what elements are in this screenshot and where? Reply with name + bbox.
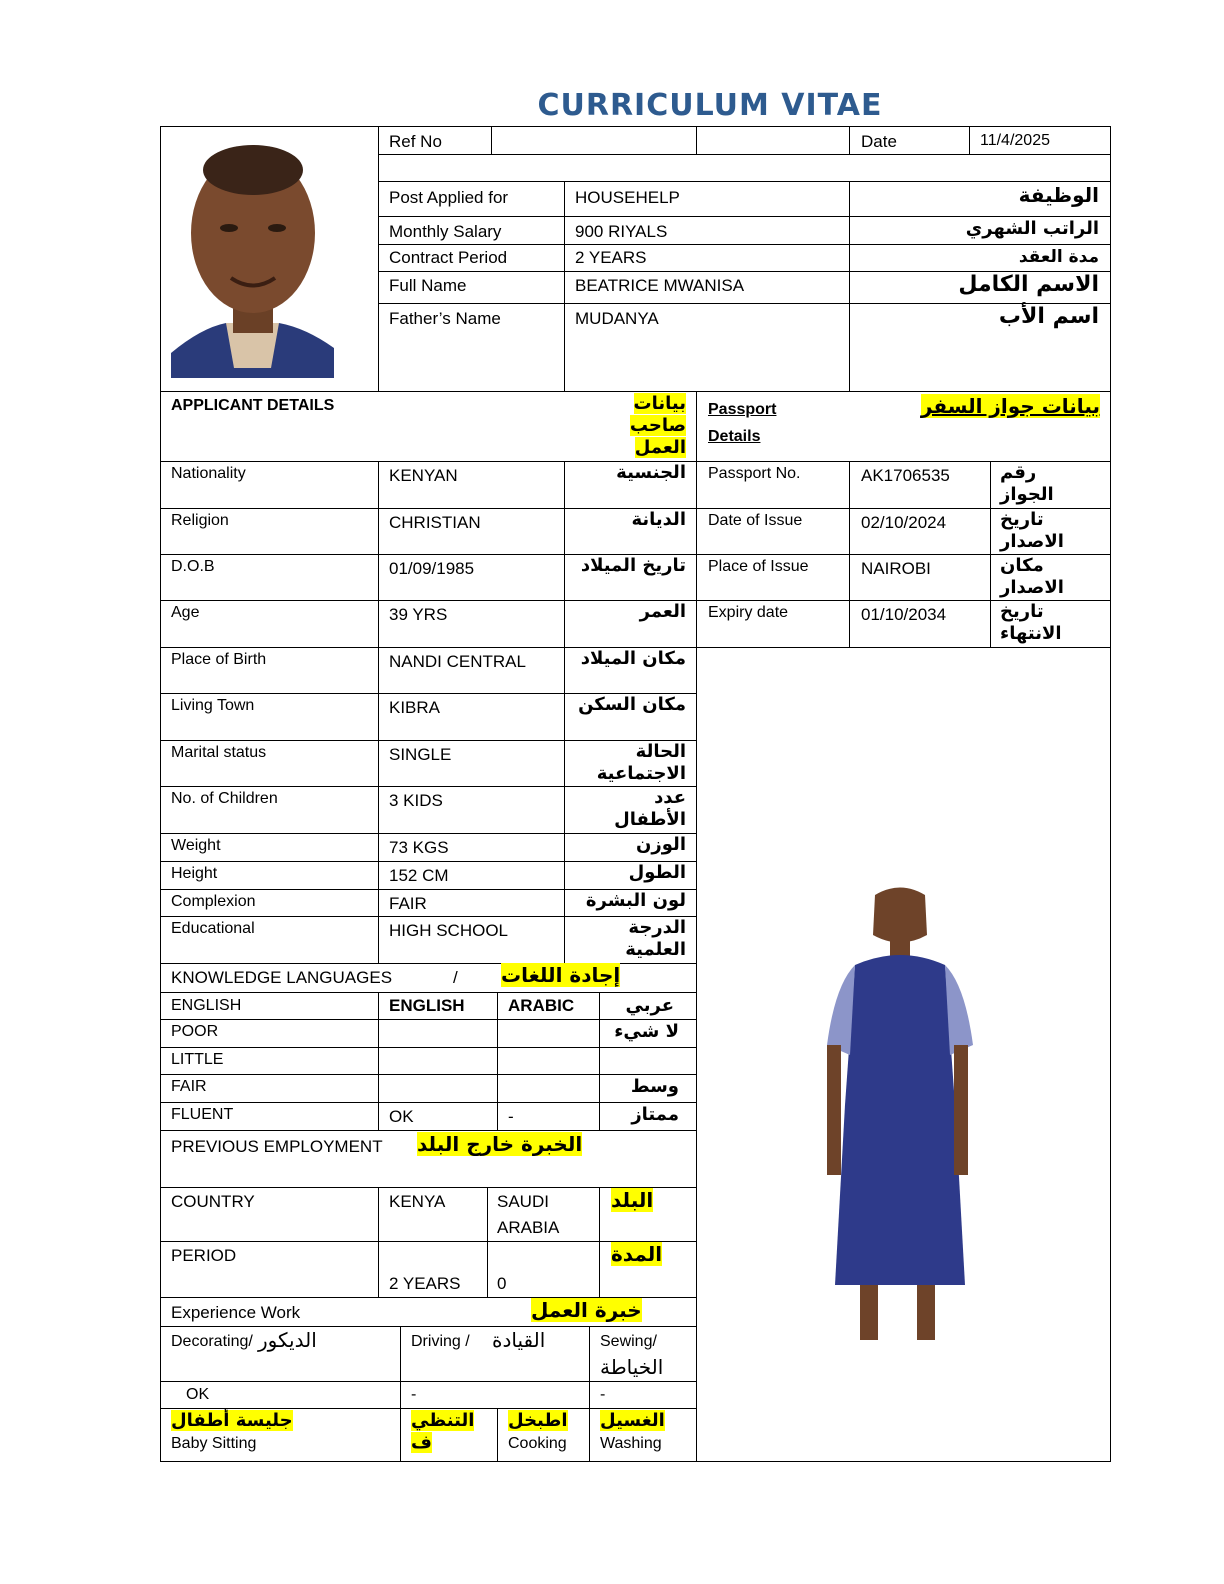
decorating-label: Decorating/ xyxy=(171,1333,253,1350)
baby-sitting-arabic: جليسة أطفال xyxy=(171,1410,293,1431)
driving-value: - xyxy=(411,1386,417,1403)
applicant-row-arabic: الوزن xyxy=(636,834,686,855)
applicant-full-body-photo xyxy=(815,885,980,1345)
passport-row-value: AK1706535 xyxy=(861,466,950,485)
applicant-row-label: Living Town xyxy=(171,697,255,714)
passport-row-label: Date of Issue xyxy=(708,512,803,529)
applicant-row-arabic: عدد الأطفال xyxy=(614,787,686,830)
passport-row-label: Expiry date xyxy=(708,604,789,621)
fathers-name-value: MUDANYA xyxy=(575,309,659,328)
cooking-arabic: اطبخل xyxy=(508,1410,568,1431)
country-1-value: KENYA xyxy=(389,1192,446,1211)
country-arabic: البلد xyxy=(611,1188,654,1212)
applicant-row-label: Weight xyxy=(171,837,221,854)
applicant-row-arabic: تاريخ الميلاد xyxy=(580,555,686,576)
applicant-row-arabic: الطول xyxy=(628,862,686,883)
driving-label-arabic: القيادة xyxy=(492,1328,546,1352)
languages-heading-arabic: إجادة اللغات xyxy=(501,963,621,987)
experience-work-heading-arabic: خبرة العمل xyxy=(531,1298,642,1322)
applicant-row-label: D.O.B xyxy=(171,558,215,575)
applicant-row-value: SINGLE xyxy=(389,745,452,764)
languages-col-label: ENGLISH xyxy=(171,997,242,1014)
language-level-ar: وسط xyxy=(630,1076,679,1097)
previous-employment-heading: PREVIOUS EMPLOYMENT xyxy=(171,1137,383,1156)
washing-label: Washing xyxy=(600,1435,662,1452)
passport-details-heading-arabic: بيانات جواز السفر xyxy=(920,394,1100,418)
passport-row-arabic: رقم الجواز xyxy=(1000,462,1054,505)
decorating-label-arabic: الديكور xyxy=(258,1328,317,1352)
languages-slash: / xyxy=(453,968,458,987)
passport-row-value: NAIROBI xyxy=(861,559,931,578)
language-level-ar: ممتاز xyxy=(631,1104,679,1125)
languages-heading: KNOWLEDGE LANGUAGES xyxy=(171,968,393,987)
contract-period-value: 2 YEARS xyxy=(575,248,647,267)
country-2-value-line1: SAUDI xyxy=(497,1192,549,1211)
period-2-value: 0 xyxy=(497,1274,507,1293)
page-title: CURRICULUM VITAE xyxy=(537,88,883,123)
monthly-salary-arabic: الراتب الشهري xyxy=(965,218,1099,239)
applicant-row-arabic: مكان السكن xyxy=(578,694,686,715)
applicant-row-value: 73 KGS xyxy=(389,838,449,857)
sewing-value: - xyxy=(600,1386,606,1403)
language-level-english: OK xyxy=(389,1107,414,1126)
applicant-row-arabic: مكان الميلاد xyxy=(580,648,686,669)
decorating-value: OK xyxy=(186,1386,210,1403)
languages-col-english: ENGLISH xyxy=(389,996,465,1015)
washing-arabic: الغسيل xyxy=(600,1410,665,1431)
post-applied-label: Post Applied for xyxy=(389,188,509,207)
language-level-label: POOR xyxy=(171,1023,219,1040)
contract-period-label: Contract Period xyxy=(389,248,508,267)
languages-col-arabic: ARABIC xyxy=(508,996,575,1015)
full-name-arabic: الاسم الكامل xyxy=(958,272,1099,297)
language-level-label: LITTLE xyxy=(171,1051,224,1068)
passport-row-label: Place of Issue xyxy=(708,558,809,575)
sewing-label-arabic: الخياطة xyxy=(600,1355,664,1379)
applicant-row-value: FAIR xyxy=(389,894,427,913)
passport-row-value: 01/10/2034 xyxy=(861,605,947,624)
full-name-label: Full Name xyxy=(389,276,467,295)
applicant-row-value: HIGH SCHOOL xyxy=(389,921,509,940)
applicant-row-label: Complexion xyxy=(171,893,256,910)
applicant-row-label: Educational xyxy=(171,920,255,937)
baby-sitting-label: Baby Sitting xyxy=(171,1435,257,1452)
cleaning-arabic-line2: ف xyxy=(411,1432,432,1453)
passport-row-label: Passport No. xyxy=(708,465,801,482)
applicant-row-arabic: الدرجة العلمية xyxy=(625,917,686,960)
applicant-row-value: 39 YRS xyxy=(389,605,448,624)
applicant-row-value: 152 CM xyxy=(389,866,449,885)
passport-row-arabic: مكان الاصدار xyxy=(1000,555,1064,598)
language-level-ar: لا شيء xyxy=(614,1021,679,1042)
applicant-row-value: KENYAN xyxy=(389,466,458,485)
country-2-value-line2: ARABIA xyxy=(497,1218,560,1237)
applicant-row-label: Height xyxy=(171,865,218,882)
applicant-row-value: KIBRA xyxy=(389,698,441,717)
language-level-label: FAIR xyxy=(171,1078,207,1095)
applicant-row-arabic: العمر xyxy=(639,601,686,622)
applicant-portrait-photo xyxy=(171,128,334,378)
applicant-row-label: Age xyxy=(171,604,200,621)
passport-row-arabic: تاريخ الاصدار xyxy=(1000,509,1064,552)
contract-period-arabic: مدة العقد xyxy=(1018,247,1099,267)
language-level-label: FLUENT xyxy=(171,1106,234,1123)
applicant-row-value: CHRISTIAN xyxy=(389,513,481,532)
passport-details-heading: Passport Details xyxy=(708,401,777,445)
period-1-value: 2 YEARS xyxy=(389,1274,461,1293)
applicant-row-label: Marital status xyxy=(171,744,267,761)
period-arabic: المدة xyxy=(611,1242,663,1266)
applicant-row-label: Nationality xyxy=(171,465,246,482)
fathers-name-arabic: اسم الأب xyxy=(998,304,1099,329)
post-applied-value: HOUSEHELP xyxy=(575,188,680,207)
sewing-label: Sewing/ xyxy=(600,1333,657,1350)
applicant-row-arabic: الديانة xyxy=(631,509,686,530)
applicant-row-value: 3 KIDS xyxy=(389,791,443,810)
fathers-name-label: Father’s Name xyxy=(389,309,501,328)
cleaning-arabic: التنظي xyxy=(411,1410,475,1431)
cooking-label: Cooking xyxy=(508,1435,567,1452)
monthly-salary-value: 900 RIYALS xyxy=(575,222,668,241)
applicant-row-value: NANDI CENTRAL xyxy=(389,652,526,671)
languages-col-ar: عربي xyxy=(625,995,674,1016)
experience-work-heading: Experience Work xyxy=(171,1303,301,1322)
applicant-row-arabic: الحالة الاجتماعية xyxy=(596,741,686,784)
previous-employment-heading-arabic: الخبرة خارج البلد xyxy=(417,1132,583,1156)
applicant-row-arabic: لون البشرة xyxy=(585,890,686,911)
country-label: COUNTRY xyxy=(171,1192,255,1211)
driving-label: Driving / xyxy=(411,1333,470,1350)
applicant-row-arabic: الجنسية xyxy=(616,462,686,483)
applicant-details-heading: APPLICANT DETAILS xyxy=(171,397,335,414)
date-label: Date xyxy=(861,132,897,151)
applicant-row-label: No. of Children xyxy=(171,790,278,807)
full-name-value: BEATRICE MWANISA xyxy=(575,276,745,295)
period-label: PERIOD xyxy=(171,1246,237,1265)
applicant-row-label: Place of Birth xyxy=(171,651,267,668)
applicant-details-heading-arabic: بيانات صاحب العمل xyxy=(629,393,686,458)
passport-row-arabic: تاريخ الانتهاء xyxy=(1000,601,1062,644)
ref-no-label: Ref No xyxy=(389,132,442,151)
monthly-salary-label: Monthly Salary xyxy=(389,222,502,241)
applicant-row-value: 01/09/1985 xyxy=(389,559,475,578)
post-applied-arabic: الوظيفة xyxy=(1018,183,1099,207)
language-level-arabic: - xyxy=(508,1107,514,1126)
passport-row-value: 02/10/2024 xyxy=(861,513,947,532)
date-value: 11/4/2025 xyxy=(980,132,1050,149)
applicant-row-label: Religion xyxy=(171,512,229,529)
